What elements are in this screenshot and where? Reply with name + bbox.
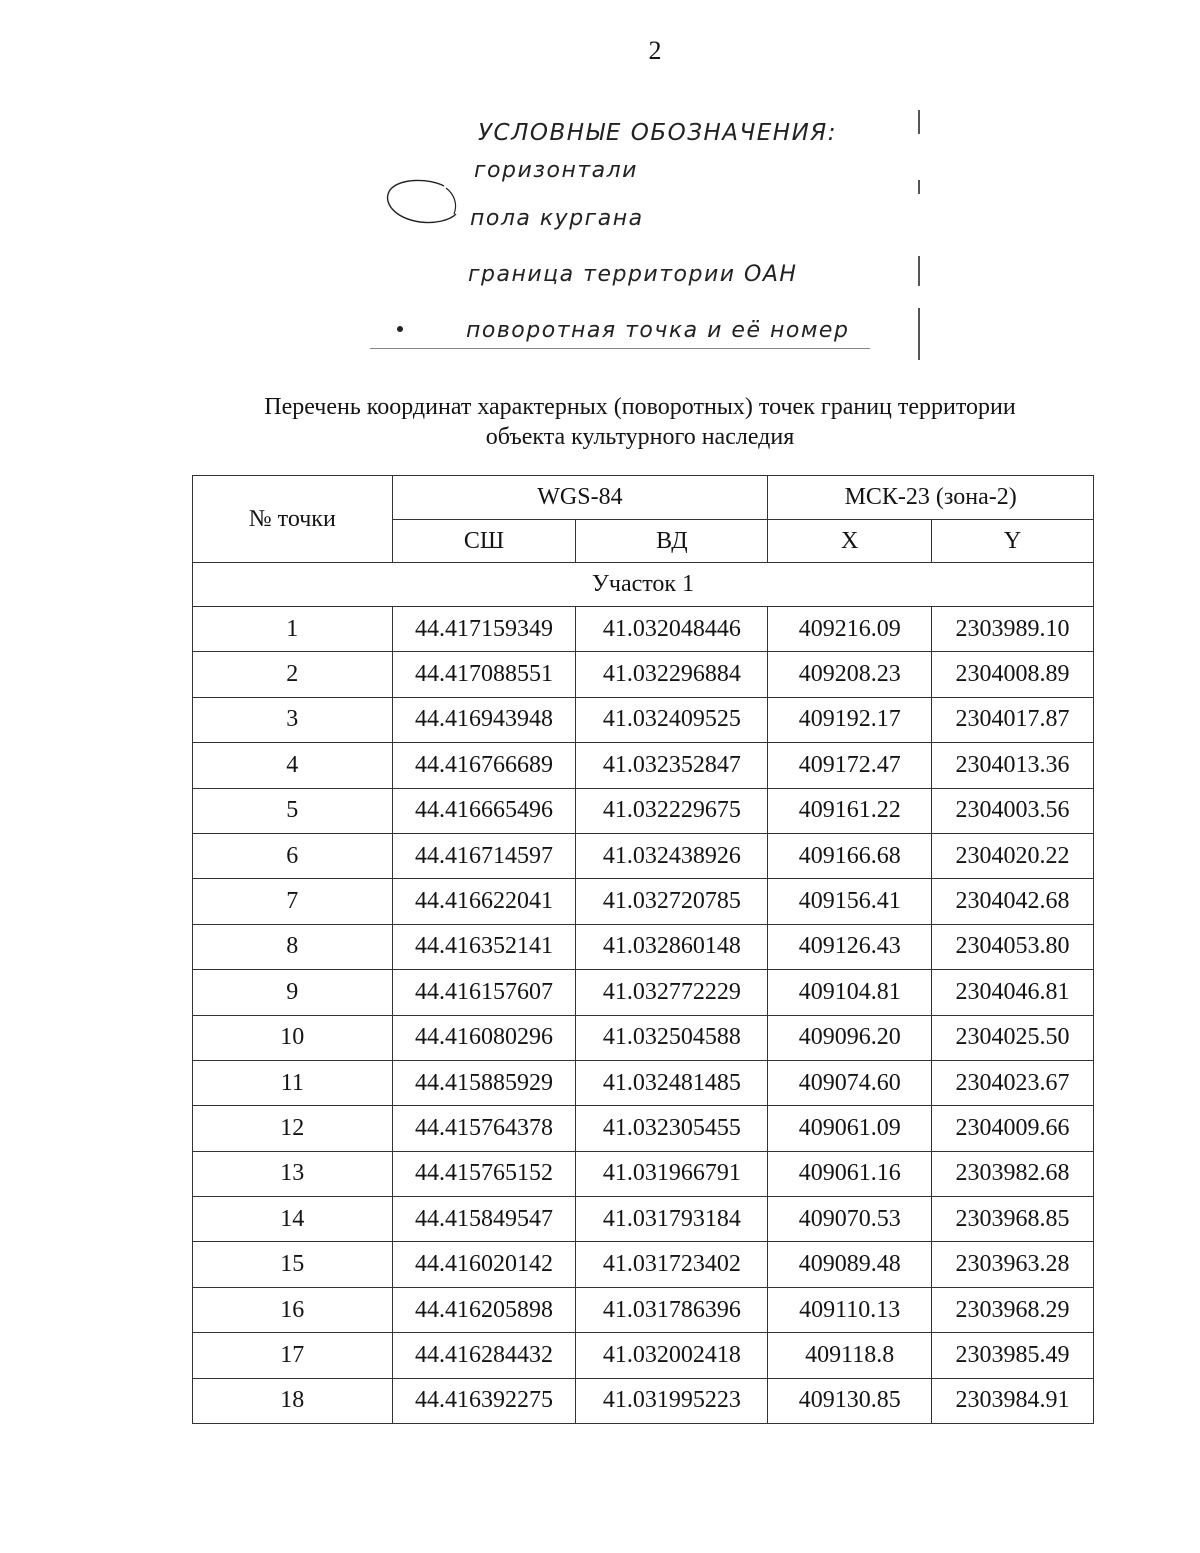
latitude-cell: 44.416943948: [392, 697, 576, 742]
x-cell: 409070.53: [768, 1197, 932, 1242]
latitude-cell: 44.416284432: [392, 1333, 576, 1378]
latitude-cell: 44.415849547: [392, 1197, 576, 1242]
longitude-cell: 41.032048446: [576, 607, 768, 652]
longitude-cell: 41.032352847: [576, 743, 768, 788]
table-row: [193, 1378, 1094, 1423]
table-row: [193, 924, 1094, 969]
x-cell: 409156.41: [768, 879, 932, 924]
y-cell: 2303963.28: [932, 1242, 1094, 1287]
document-title: [190, 392, 1090, 452]
legend-item-contours: горизонтали: [474, 158, 638, 183]
legend-divider: [918, 308, 920, 360]
y-cell: 2303985.49: [932, 1333, 1094, 1378]
longitude-cell: 41.032409525: [576, 697, 768, 742]
table-row: [193, 1060, 1094, 1105]
latitude-cell: 44.415765152: [392, 1151, 576, 1196]
point-number-cell: 13: [193, 1151, 393, 1196]
y-cell: 2303968.29: [932, 1287, 1094, 1332]
legend-divider: [918, 256, 920, 286]
x-cell: 409192.17: [768, 697, 932, 742]
x-header: X: [768, 520, 932, 563]
latitude-header: СШ: [392, 520, 576, 563]
legend-item-turning-point: поворотная точка и её номер: [466, 318, 850, 343]
latitude-cell: 44.416665496: [392, 788, 576, 833]
y-cell: 2304003.56: [932, 788, 1094, 833]
table-row: [193, 697, 1094, 742]
point-number-cell: 16: [193, 1287, 393, 1332]
legend-divider: [918, 110, 920, 134]
longitude-cell: 41.032720785: [576, 879, 768, 924]
x-cell: 409089.48: [768, 1242, 932, 1287]
point-number-cell: 9: [193, 970, 393, 1015]
legend-divider: [918, 180, 920, 194]
latitude-cell: 44.415885929: [392, 1060, 576, 1105]
legend-item-mound-floor: пола кургана: [470, 206, 644, 231]
point-number-cell: 8: [193, 924, 393, 969]
y-cell: 2303982.68: [932, 1151, 1094, 1196]
x-cell: 409110.13: [768, 1287, 932, 1332]
latitude-cell: 44.416392275: [392, 1378, 576, 1423]
longitude-cell: 41.032305455: [576, 1106, 768, 1151]
longitude-cell: 41.032229675: [576, 788, 768, 833]
latitude-cell: 44.417159349: [392, 607, 576, 652]
x-cell: 409118.8: [768, 1333, 932, 1378]
y-cell: 2303968.85: [932, 1197, 1094, 1242]
y-cell: 2304013.36: [932, 743, 1094, 788]
point-number-cell: 3: [193, 697, 393, 742]
longitude-cell: 41.031723402: [576, 1242, 768, 1287]
y-cell: 2304046.81: [932, 970, 1094, 1015]
latitude-cell: 44.416157607: [392, 970, 576, 1015]
y-cell: 2303984.91: [932, 1378, 1094, 1423]
point-number-cell: 12: [193, 1106, 393, 1151]
longitude-cell: 41.032772229: [576, 970, 768, 1015]
latitude-cell: 44.417088551: [392, 652, 576, 697]
longitude-cell: 41.032438926: [576, 833, 768, 878]
point-number-cell: 4: [193, 743, 393, 788]
x-cell: 409161.22: [768, 788, 932, 833]
latitude-cell: 44.416352141: [392, 924, 576, 969]
mound-floor-icon: [384, 178, 460, 230]
longitude-cell: 41.031995223: [576, 1378, 768, 1423]
longitude-cell: 41.032296884: [576, 652, 768, 697]
point-number-cell: 7: [193, 879, 393, 924]
x-cell: 409074.60: [768, 1060, 932, 1105]
table-row: [193, 607, 1094, 652]
latitude-cell: 44.416766689: [392, 743, 576, 788]
legend: [370, 108, 930, 368]
legend-item-boundary: граница территории ОАН: [468, 262, 798, 287]
legend-title: УСЛОВНЫЕ ОБОЗНАЧЕНИЯ:: [478, 120, 838, 146]
x-cell: 409104.81: [768, 970, 932, 1015]
y-cell: 2304008.89: [932, 652, 1094, 697]
document-title-line-1: Перечень координат характерных (поворотных) точек границ территории: [264, 394, 1016, 420]
longitude-cell: 41.032504588: [576, 1015, 768, 1060]
section-label: Участок 1: [193, 563, 1094, 607]
x-cell: 409216.09: [768, 607, 932, 652]
y-cell: 2304020.22: [932, 833, 1094, 878]
y-cell: 2304017.87: [932, 697, 1094, 742]
x-cell: 409096.20: [768, 1015, 932, 1060]
x-cell: 409061.09: [768, 1106, 932, 1151]
longitude-cell: 41.032860148: [576, 924, 768, 969]
table-row: [193, 970, 1094, 1015]
y-cell: 2304053.80: [932, 924, 1094, 969]
x-cell: 409126.43: [768, 924, 932, 969]
table-row: [193, 1197, 1094, 1242]
table-row: [193, 1106, 1094, 1151]
y-cell: 2304025.50: [932, 1015, 1094, 1060]
point-number-cell: 15: [193, 1242, 393, 1287]
point-number-cell: 17: [193, 1333, 393, 1378]
point-number-cell: 11: [193, 1060, 393, 1105]
point-number-cell: 5: [193, 788, 393, 833]
wgs84-header: WGS-84: [392, 476, 768, 520]
table-row: [193, 879, 1094, 924]
document-title-line-2: объекта культурного наследия: [485, 424, 795, 450]
point-number-cell: 6: [193, 833, 393, 878]
point-number-cell: 10: [193, 1015, 393, 1060]
table-row: [193, 1242, 1094, 1287]
longitude-cell: 41.032481485: [576, 1060, 768, 1105]
table-row: [193, 1015, 1094, 1060]
table-row: [193, 743, 1094, 788]
point-number-cell: 18: [193, 1378, 393, 1423]
table-row: [193, 1333, 1094, 1378]
turning-point-icon: [397, 326, 403, 332]
x-cell: 409208.23: [768, 652, 932, 697]
point-number-cell: 2: [193, 652, 393, 697]
latitude-cell: 44.416205898: [392, 1287, 576, 1332]
latitude-cell: 44.416020142: [392, 1242, 576, 1287]
msk23-header: МСК-23 (зона-2): [768, 476, 1094, 520]
table-row: [193, 788, 1094, 833]
latitude-cell: 44.415764378: [392, 1106, 576, 1151]
section-row: [193, 563, 1094, 607]
y-header: Y: [932, 520, 1094, 563]
y-cell: 2304042.68: [932, 879, 1094, 924]
longitude-cell: 41.031786396: [576, 1287, 768, 1332]
point-number-cell: 1: [193, 607, 393, 652]
x-cell: 409061.16: [768, 1151, 932, 1196]
table-header-row: [193, 476, 1094, 520]
page-number: 2: [648, 36, 662, 65]
table-row: [193, 1287, 1094, 1332]
x-cell: 409166.68: [768, 833, 932, 878]
y-cell: 2304023.67: [932, 1060, 1094, 1105]
legend-underline: [370, 348, 870, 349]
y-cell: 2304009.66: [932, 1106, 1094, 1151]
table-row: [193, 652, 1094, 697]
longitude-header: ВД: [576, 520, 768, 563]
latitude-cell: 44.416080296: [392, 1015, 576, 1060]
longitude-cell: 41.032002418: [576, 1333, 768, 1378]
latitude-cell: 44.416714597: [392, 833, 576, 878]
table-row: [193, 1151, 1094, 1196]
x-cell: 409130.85: [768, 1378, 932, 1423]
table-row: [193, 833, 1094, 878]
y-cell: 2303989.10: [932, 607, 1094, 652]
longitude-cell: 41.031793184: [576, 1197, 768, 1242]
x-cell: 409172.47: [768, 743, 932, 788]
point-number-cell: 14: [193, 1197, 393, 1242]
coordinates-table: [192, 475, 1094, 1424]
point-number-header: № точки: [193, 476, 393, 563]
latitude-cell: 44.416622041: [392, 879, 576, 924]
longitude-cell: 41.031966791: [576, 1151, 768, 1196]
